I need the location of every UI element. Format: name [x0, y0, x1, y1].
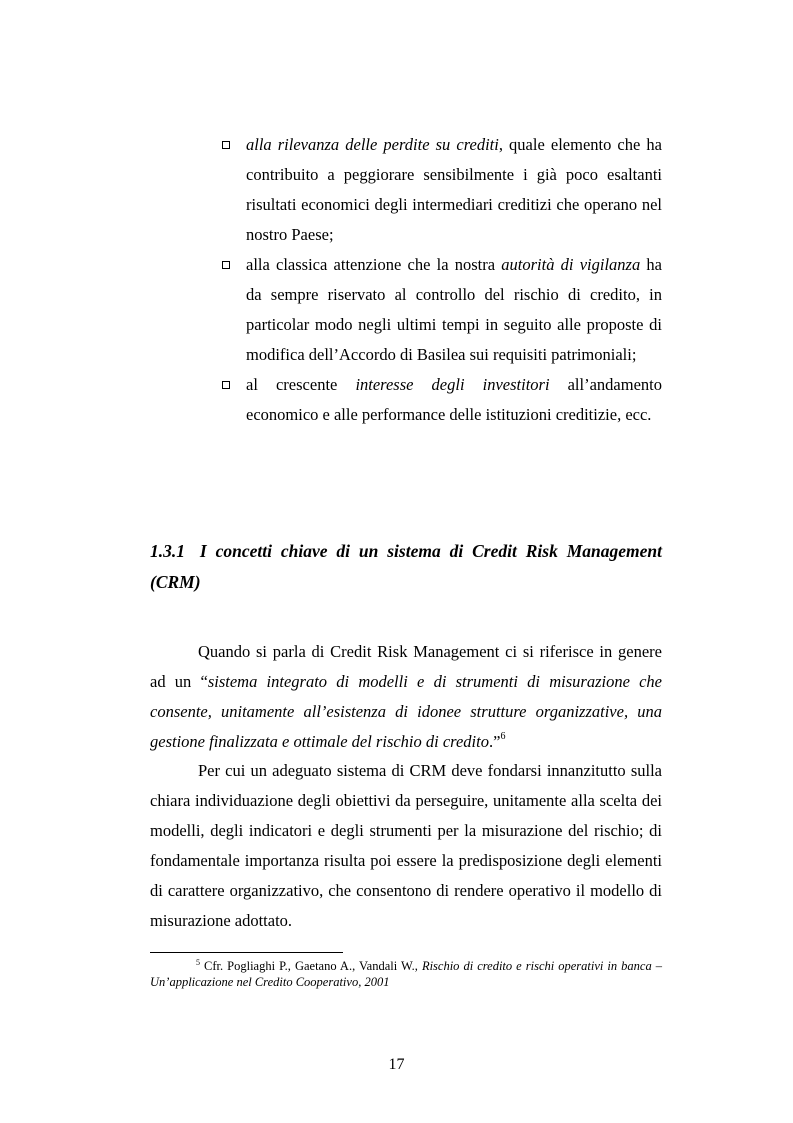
- list-item: [222, 370, 662, 430]
- checkbox-bullet-icon: [222, 261, 230, 269]
- section-title: I concetti chiave di un sistema di Credit Risk Management (CRM): [150, 541, 662, 592]
- footnote-reference[interactable]: 6: [500, 731, 506, 742]
- section-heading: [150, 536, 662, 598]
- footnote-number: 5: [196, 958, 200, 967]
- body-paragraph: [150, 637, 662, 757]
- bullet-text: , quale elemento che ha contribuito a peggiorare sensibilmente i già poco esaltanti risultati economici degli intermediari creditizi che operano nel nostro Paese;: [246, 135, 662, 244]
- page-number: 17: [388, 1056, 405, 1073]
- bullet-italic-text: alla rilevanza delle perdite su crediti: [246, 135, 499, 154]
- footnote-divider: [150, 952, 343, 953]
- bullet-text: alla classica attenzione che la nostra: [246, 255, 502, 274]
- section-number: 1.3.1: [150, 541, 185, 561]
- paragraph-text: .”: [488, 732, 501, 751]
- checkbox-bullet-icon: [222, 381, 230, 389]
- list-item: [222, 250, 662, 370]
- bullet-text: al crescente: [246, 375, 356, 394]
- bullet-italic-text: autorità di vigilanza: [501, 255, 641, 274]
- footnote: [150, 958, 662, 990]
- bullet-list: [222, 130, 662, 430]
- bullet-text: ha da sempre riservato al controllo del rischio di credito, in particolar modo negli ultimi tempi in seguito alle proposte di modifica dell’Accordo di Basilea sui requisiti patrimoniali;: [246, 255, 662, 364]
- checkbox-bullet-icon: [222, 141, 230, 149]
- bullet-italic-text: interesse degli investitori: [355, 375, 550, 394]
- paragraph-quote: sistema integrato di modelli e di strumenti di misurazione che consente, unitamente all’esistenza di idonee strutture organizzative, una gestione finalizzata e ottimale del rischio di credito: [150, 672, 663, 751]
- body-paragraph: Per cui un adeguato sistema di CRM deve fondarsi innanzitutto sulla chiara individuazione degli obiettivi da perseguire, unitamente alla scelta dei modelli, degli indicatori e degli strumenti per la misurazione del rischio; di fondamentale importanza risulta poi essere la predisposizione degli elementi di carattere organizzativo, che consentono di rendere operativo il modello di misurazione adottato.: [150, 761, 662, 930]
- bullet-text: all’andamento economico e alle performance delle istituzioni creditizie, ecc.: [246, 375, 662, 424]
- footnote-italic-text: Rischio di credito e rischi operativi in banca – Un’applicazione nel Credito Cooperativo, 2001: [150, 959, 662, 989]
- paragraph-text: Quando si parla di Credit Risk Management ci si riferisce in genere ad un “: [150, 642, 662, 691]
- footnote-text: Cfr. Pogliaghi P., Gaetano A., Vandali W.,: [200, 959, 422, 973]
- list-item: [222, 130, 662, 250]
